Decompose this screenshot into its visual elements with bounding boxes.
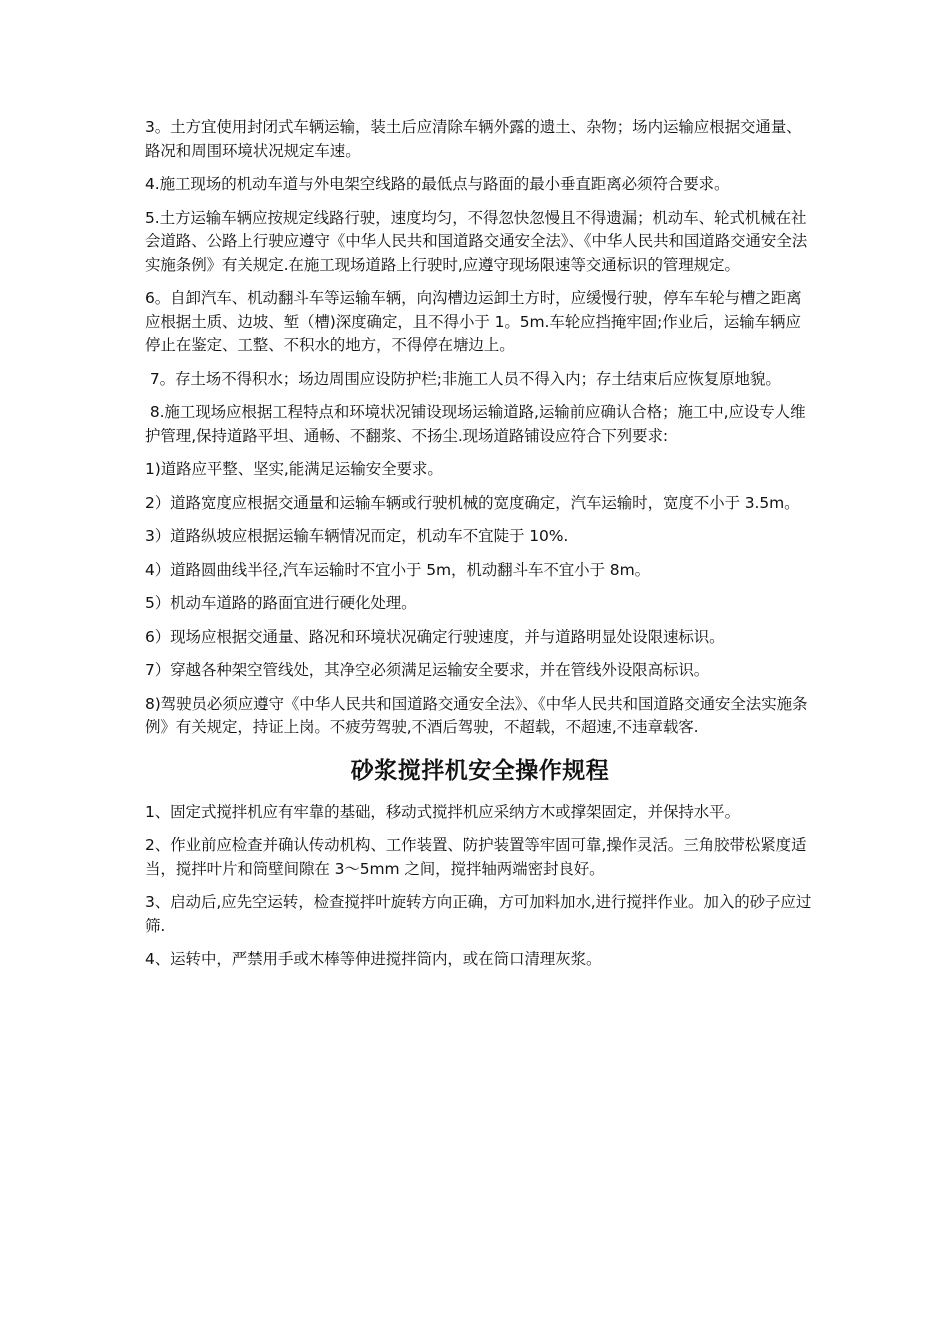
mixer-rule-3: 3、启动后,应先空运转，检查搅拌叶旋转方向正确，方可加料加水,进行搅拌作业。加入的砂子应过筛. <box>145 893 812 935</box>
road-requirement-2: 2）道路宽度应根据交通量和运输车辆或行驶机械的宽度确定，汽车运输时，宽度不小于 3.5m。 <box>145 493 800 512</box>
road-requirement-5: 5）机动车道路的路面宜进行硬化处理。 <box>145 594 417 612</box>
paragraph-6: 6。自卸汽车、机动翻斗车等运输车辆，向沟槽边运卸土方时，应缓慢行驶，停车车轮与槽之距离应根据土质、边坡、堑（槽)深度确定，且不得小于 1。5m.车轮应挡掩牢固;作业后，运输车辆应停止在鉴定、工整、不积水的地方，不得停在塘边上。 <box>145 289 802 354</box>
mixer-rule-4: 4、运转中，严禁用手或木棒等伸进搅拌筒内，或在筒口清理灰浆。 <box>145 950 602 968</box>
mixer-rule-1: 1、固定式搅拌机应有牢靠的基础，移动式搅拌机应采纳方木或撑架固定，并保持水平。 <box>145 802 740 821</box>
road-requirement-1: 1)道路应平整、坚实,能满足运输安全要求。 <box>145 460 443 478</box>
road-requirement-8: 8)驾驶员必须应遵守《中华人民共和国道路交通安全法》、《中华人民共和国道路交通安全法实施条例》有关规定，持证上岗。不疲劳驾驶,不酒后驾驶，不超载，不超速,不违章载客. <box>145 694 808 736</box>
mixer-rule-2: 2、作业前应检查并确认传动机构、工作装置、防护装置等牢固可靠,操作灵活。三角胶带松紧度适当，搅拌叶片和筒壁间隙在 3～5mm 之间，搅拌轴两端密封良好。 <box>145 836 807 878</box>
road-requirement-7: 7）穿越各种架空管线处，其净空必须满足运输安全要求，并在管线外设限高标识。 <box>145 661 710 679</box>
paragraph-3: 3。土方宜使用封闭式车辆运输，装土后应清除车辆外露的遗土、杂物；场内运输应根据交通量、路况和周围环境状况规定车速。 <box>145 118 802 160</box>
road-requirement-6: 6）现场应根据交通量、路况和环境状况确定行驶速度，并与道路明显处设限速标识。 <box>145 627 725 646</box>
paragraph-8: 8.施工现场应根据工程特点和环境状况铺设现场运输道路,运输前应确认合格；施工中,应设专人维护管理,保持道路平坦、通畅、不翻浆、不扬尘.现场道路铺设应符合下列要求: <box>145 403 806 445</box>
document-page <box>145 116 815 982</box>
road-requirement-3: 3）道路纵坡应根据运输车辆情况而定，机动车不宜陡于 10%. <box>145 527 569 545</box>
paragraph-7: 7。存土场不得积水；场边周围应设防护栏;非施工人员不得入内；存土结束后应恢复原地貌。 <box>145 369 781 388</box>
paragraph-4: 4.施工现场的机动车道与外电架空线路的最低点与路面的最小垂直距离必须符合要求。 <box>145 175 730 193</box>
section-title: 砂浆搅拌机安全操作规程 <box>350 757 610 784</box>
paragraph-5: 5.土方运输车辆应按规定线路行驶，速度均匀，不得忽快忽慢且不得遗漏；机动车、轮式机械在社会道路、公路上行驶应遵守《中华人民共和国道路交通安全法》、《中华人民共和国道路交通安全法实施条例》有关规定.在施工现场道路上行驶时,应遵守现场限速等交通标识的管理规定。 <box>145 208 808 274</box>
road-requirement-4: 4）道路圆曲线半径,汽车运输时不宜小于 5m，机动翻斗车不宜小于 8m。 <box>145 560 650 579</box>
